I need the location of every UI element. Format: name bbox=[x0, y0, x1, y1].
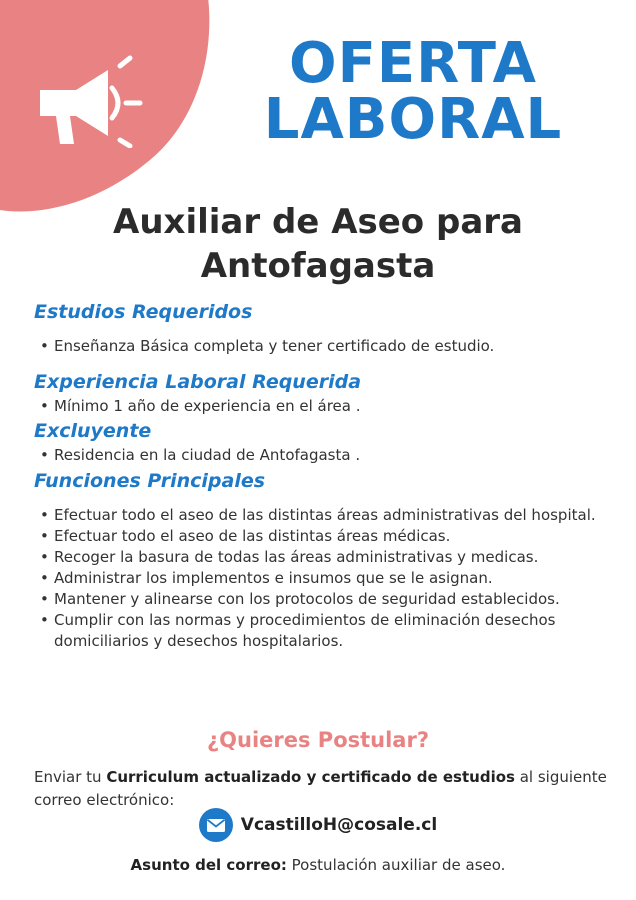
studies-section bbox=[34, 300, 604, 357]
exclusive-item: • Residencia en la ciudad de Antofagasta . bbox=[34, 445, 604, 466]
subject-label: Asunto del correo: bbox=[130, 856, 287, 874]
functions-item: • Cumplir con las normas y procedimientos de eliminación desechos domiciliarios y desechos hospitalarios. bbox=[34, 610, 604, 652]
experience-heading: Experiencia Laboral Requerida bbox=[34, 371, 362, 393]
apply-instructions bbox=[34, 766, 614, 812]
experience-section bbox=[34, 370, 604, 417]
apply-prefix: Enviar tu bbox=[34, 768, 102, 786]
job-title bbox=[0, 200, 636, 288]
studies-item: • Enseñanza Básica completa y tener certificado de estudio. bbox=[34, 336, 604, 357]
offer-title bbox=[0, 31, 636, 152]
offer-title-line2: LABORAL bbox=[263, 87, 563, 152]
apply-bold-text: Curriculum actualizado y certificado de estudios bbox=[106, 768, 515, 786]
job-title-line2: Antofagasta bbox=[200, 246, 436, 286]
email-address[interactable]: VcastilloH@cosale.cl bbox=[240, 815, 438, 835]
functions-item: • Efectuar todo el aseo de las distintas áreas administrativas del hospital. bbox=[34, 505, 604, 526]
email-subject bbox=[0, 856, 636, 874]
studies-heading: Estudios Requeridos bbox=[34, 301, 253, 323]
exclusive-heading: Excluyente bbox=[34, 420, 152, 442]
functions-heading: Funciones Principales bbox=[34, 470, 266, 492]
mail-icon bbox=[199, 808, 233, 842]
functions-item: • Efectuar todo el aseo de las distintas áreas médicas. bbox=[34, 526, 604, 547]
email-row bbox=[0, 808, 636, 842]
offer-title-line1: OFERTA bbox=[289, 31, 537, 96]
subject-value: Postulación auxiliar de aseo. bbox=[291, 856, 506, 874]
functions-item: • Administrar los implementos e insumos que se le asignan. bbox=[34, 568, 604, 589]
exclusive-section bbox=[34, 419, 604, 466]
functions-section bbox=[34, 469, 604, 652]
functions-item: • Recoger la basura de todas las áreas administrativas y medicas. bbox=[34, 547, 604, 568]
apply-suffix: al siguiente correo electrónico: bbox=[34, 768, 607, 809]
apply-question: ¿Quieres Postular? bbox=[206, 728, 430, 752]
experience-item: • Mínimo 1 año de experiencia en el área . bbox=[34, 396, 604, 417]
job-title-line1: Auxiliar de Aseo para bbox=[113, 202, 523, 242]
functions-item: • Mantener y alinearse con los protocolos de seguridad establecidos. bbox=[34, 589, 604, 610]
